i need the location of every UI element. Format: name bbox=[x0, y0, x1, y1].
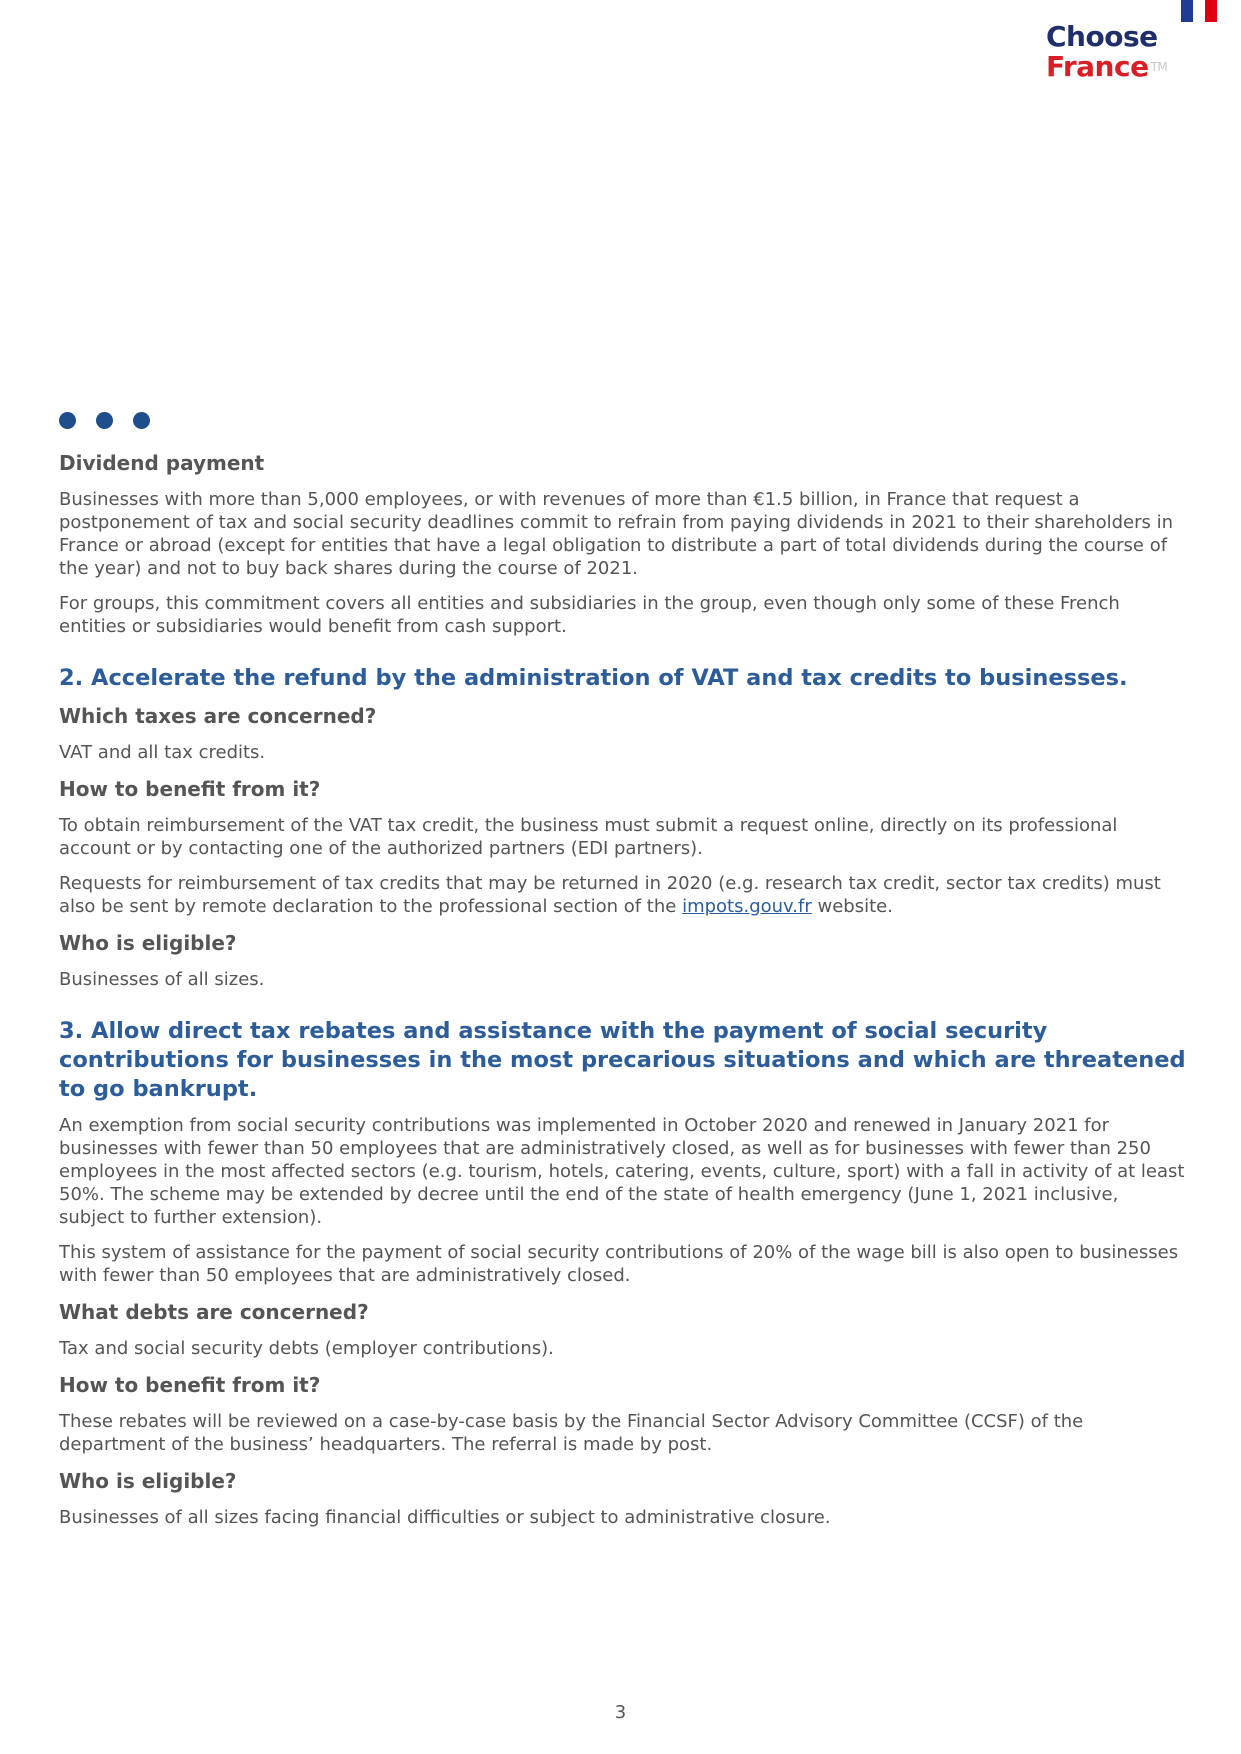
logo-line-france bbox=[1046, 52, 1167, 82]
main-content bbox=[59, 450, 1187, 1541]
section-2-answer-eligible: Businesses of all sizes. bbox=[59, 969, 265, 990]
page-number: 3 bbox=[614, 1702, 627, 1723]
choose-france-logo bbox=[1046, 22, 1167, 82]
logo-trademark: TM bbox=[1150, 60, 1168, 74]
section-2-benefit-text-before: Requests for reimbursement of tax credits that may be returned in 2020 (e.g. research tax credit, sector tax credits) must also be sent by remote declaration to the professional section of the bbox=[59, 873, 1161, 917]
dividend-paragraph-2: For groups, this commitment covers all entities and subsidiaries in the group, even though only some of these French entities or subsidiaries would benefit from cash support. bbox=[59, 593, 1120, 637]
section-2-answer-benefit-1: To obtain reimbursement of the VAT tax credit, the business must submit a request online, directly on its professional account or by contacting one of the authorized partners (EDI partners). bbox=[59, 815, 1118, 859]
section-3-question-debts: What debts are concerned? bbox=[59, 1300, 369, 1324]
section-3-answer-debts: Tax and social security debts (employer contributions). bbox=[59, 1338, 554, 1359]
logo-france-text: France bbox=[1046, 50, 1149, 83]
section-2-question-eligible: Who is eligible? bbox=[59, 931, 237, 955]
dividend-heading: Dividend payment bbox=[59, 451, 265, 475]
french-flag-icon bbox=[1181, 0, 1217, 22]
logo-line-choose: Choose bbox=[1046, 20, 1158, 53]
dot-icon bbox=[59, 412, 76, 429]
section-dots-decoration bbox=[59, 412, 150, 429]
section-2-question-taxes: Which taxes are concerned? bbox=[59, 704, 377, 728]
dot-icon bbox=[133, 412, 150, 429]
section-3-answer-benefit: These rebates will be reviewed on a case-by-case basis by the Financial Sector Advisory Committee (CCSF) of the department of the business’ headquarters. The referral is made by post. bbox=[59, 1411, 1084, 1455]
section-2-question-benefit: How to benefit from it? bbox=[59, 777, 321, 801]
section-3-question-eligible: Who is eligible? bbox=[59, 1469, 237, 1493]
flag-red-stripe bbox=[1205, 0, 1217, 22]
section-3-title: 3. Allow direct tax rebates and assistance with the payment of social security contributions for businesses in the most precarious situations and which are threatened to go bankrupt. bbox=[59, 1018, 1186, 1102]
section-3-answer-eligible: Businesses of all sizes facing financial difficulties or subject to administrative closure. bbox=[59, 1507, 831, 1528]
dot-icon bbox=[96, 412, 113, 429]
section-2-answer-benefit-2 bbox=[59, 872, 1187, 918]
flag-white-stripe bbox=[1193, 0, 1205, 22]
section-2-answer-taxes: VAT and all tax credits. bbox=[59, 742, 266, 763]
section-2-benefit-text-after: website. bbox=[811, 896, 893, 917]
impots-gouv-link[interactable]: impots.gouv.fr bbox=[682, 896, 812, 917]
section-2-title: 2. Accelerate the refund by the administration of VAT and tax credits to businesses. bbox=[59, 665, 1128, 691]
section-3-paragraph-2: This system of assistance for the payment of social security contributions of 20% of the wage bill is also open to businesses with fewer than 50 employees that are administratively closed. bbox=[59, 1242, 1179, 1286]
section-3-question-benefit: How to benefit from it? bbox=[59, 1373, 321, 1397]
flag-blue-stripe bbox=[1181, 0, 1193, 22]
dividend-paragraph-1: Businesses with more than 5,000 employees, or with revenues of more than €1.5 billion, in France that request a postponement of tax and social security deadlines commit to refrain from paying dividends in 2021 to their shareholders in France or abroad (except for entities that have a legal obligation to distribute a part of total dividends during the course of the year) and not to buy back shares during the course of 2021. bbox=[59, 489, 1174, 579]
section-3-paragraph-1: An exemption from social security contributions was implemented in October 2020 and renewed in January 2021 for businesses with fewer than 50 employees that are administratively closed, as well as for businesses with fewer than 250 employees in the most affected sectors (e.g. tourism, hotels, catering, events, culture, sport) with a fall in activity of at least 50%. The scheme may be extended by decree until the end of the state of health emergency (June 1, 2021 inclusive, subject to further extension). bbox=[59, 1115, 1185, 1228]
